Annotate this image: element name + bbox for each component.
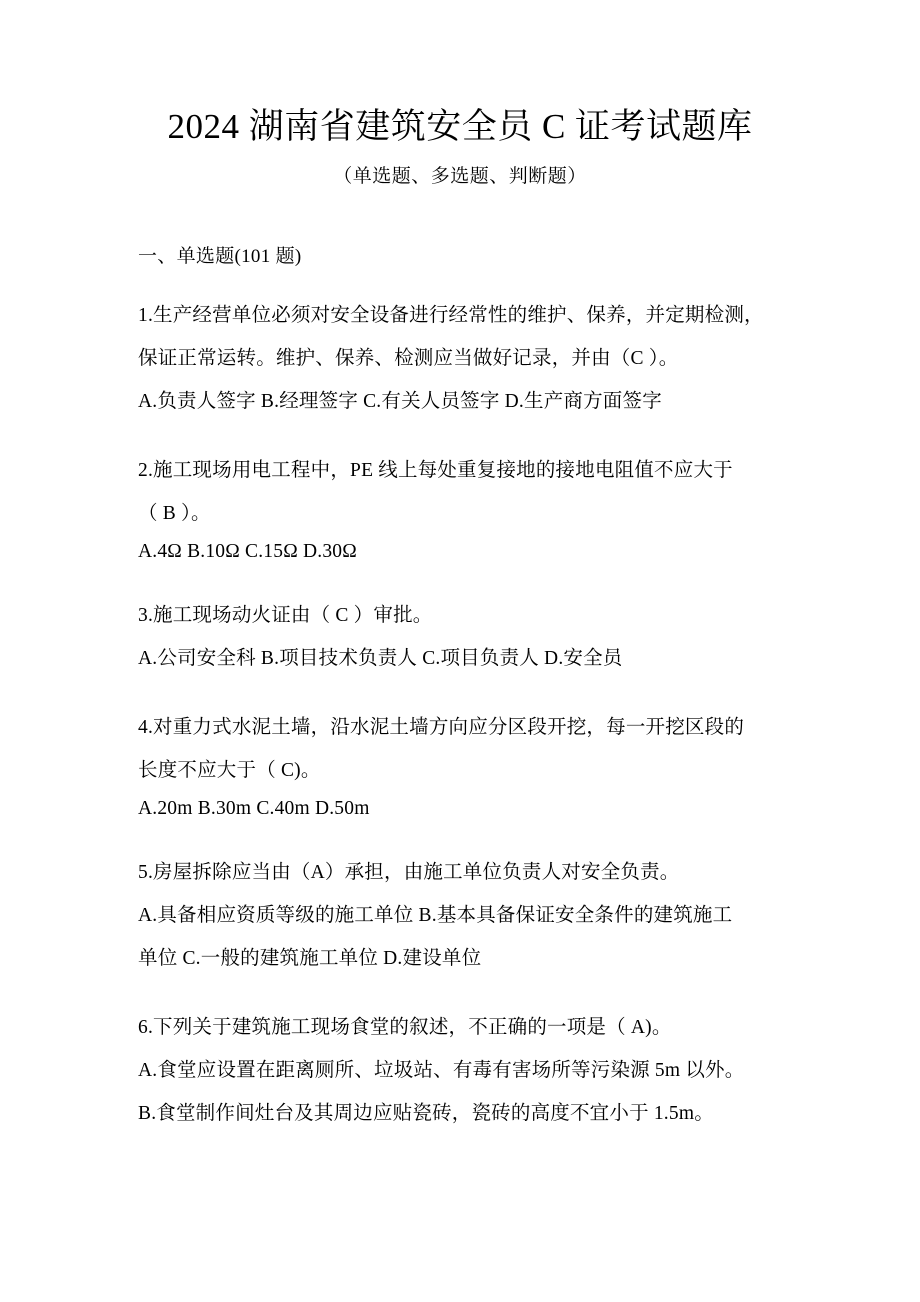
question-text-line: 5.房屋拆除应当由（A）承担，由施工单位负责人对安全负责。 [138,862,680,883]
question-options-line: A.20m B.30m C.40m D.50m [138,798,370,819]
question-options-line: 单位 C.一般的建筑施工单位 D.建设单位 [138,948,482,969]
question-text-line: 保证正常运转。维护、保养、检测应当做好记录，并由（C ）。 [138,348,679,369]
question-text-line: 1.生产经营单位必须对安全设备进行经常性的维护、保养，并定期检测， [138,305,764,326]
question-options-line: A.负责人签字 B.经理签字 C.有关人员签字 D.生产商方面签字 [138,391,662,412]
question-text-line: 6.下列关于建筑施工现场食堂的叙述，不正确的一项是（ A)。 [138,1017,672,1038]
question-text-line: （ B ）。 [138,503,211,524]
question-item [138,851,790,980]
question-options-line: A.具备相应资质等级的施工单位 B.基本具备保证安全条件的建筑施工 [138,905,733,926]
title-block [0,0,920,192]
page-subtitle: （单选题、多选题、判断题） [333,166,587,187]
question-item [138,449,790,568]
document-body [0,242,920,1135]
question-item [138,706,790,825]
question-text-line: 4.对重力式水泥土墙，沿水泥土墙方向应分区段开挖，每一开挖区段的 [138,717,745,738]
question-options-line: A.4Ω B.10Ω C.15Ω D.30Ω [138,541,357,562]
question-options-line: A.食堂应设置在距离厕所、垃圾站、有毒有害场所等污染源 5m 以外。 [138,1060,745,1081]
question-item [138,294,790,423]
page-title: 2024 湖南省建筑安全员 C 证考试题库 [167,107,753,146]
question-text-line: 3.施工现场动火证由（ C ）审批。 [138,605,433,626]
section-heading-single-choice: 一、单选题(101 题) [138,246,302,267]
question-text-line: 2.施工现场用电工程中，PE 线上每处重复接地的接地电阻值不应大于 [138,460,733,481]
question-item [138,594,790,680]
question-item [138,1006,790,1135]
question-options-line: B.食堂制作间灶台及其周边应贴瓷砖，瓷砖的高度不宜小于 1.5m。 [138,1103,714,1124]
question-options-line: A.公司安全科 B.项目技术负责人 C.项目负责人 D.安全员 [138,648,623,669]
question-text-line: 长度不应大于（ C)。 [138,760,321,781]
